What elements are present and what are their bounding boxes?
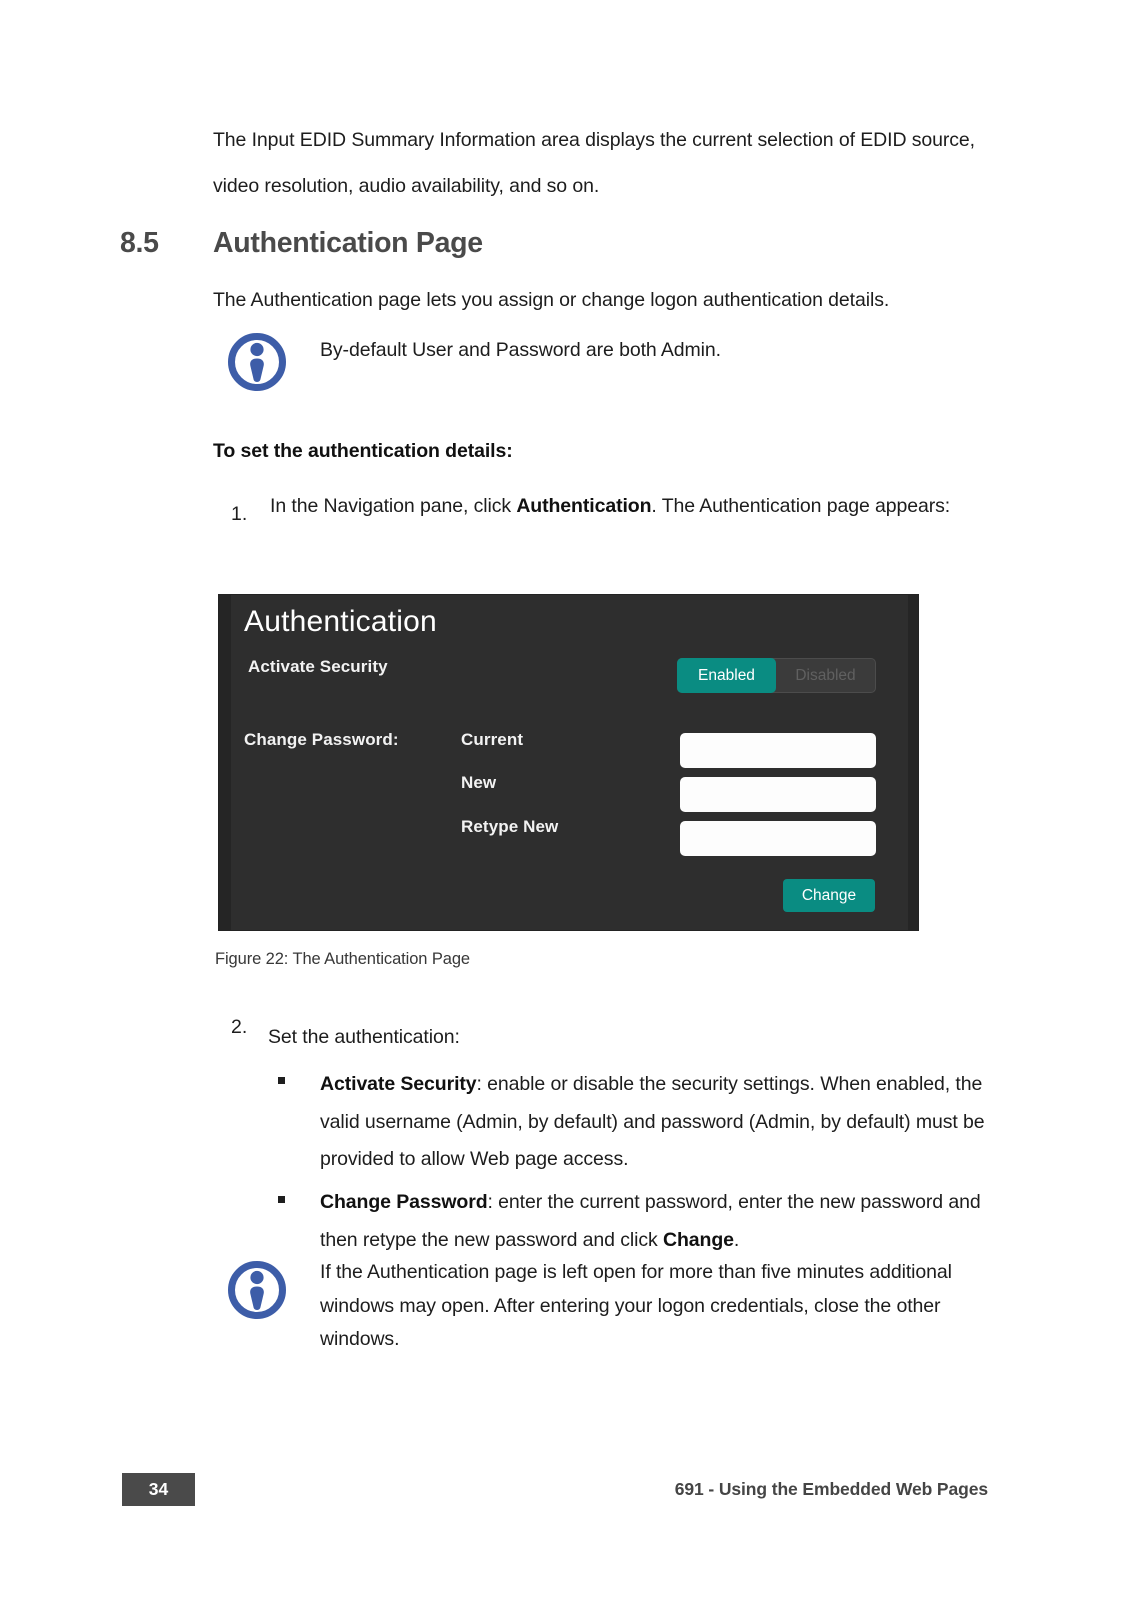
panel-title: Authentication xyxy=(244,605,437,638)
step-text xyxy=(270,485,982,527)
new-password-input[interactable] xyxy=(680,777,876,812)
info-icon xyxy=(227,332,287,392)
disabled-button[interactable]: Disabled xyxy=(795,667,856,684)
page-number-badge: 34 xyxy=(122,1473,195,1506)
security-toggle xyxy=(677,658,876,693)
note-text: If the Authentication page is left open for more than five minutes additional windows may open. After entering your logon credentials, close the other windows. xyxy=(320,1261,952,1350)
step-number: 1. xyxy=(231,503,248,525)
bullet1-text: : enable or disable the security settings. When enabled, the valid username (Admin, by default) and password (Admin, by default) must be provided to allow Web page access. xyxy=(320,1073,985,1170)
bullet-item xyxy=(320,1066,995,1179)
step1-post: . The Authentication page appears: xyxy=(651,495,951,517)
bullet-marker xyxy=(278,1077,285,1084)
bullet1-label: Activate Security xyxy=(320,1073,477,1095)
new-label: New xyxy=(461,773,497,792)
figure-caption: Figure 22: The Authentication Page xyxy=(215,950,470,968)
info-icon xyxy=(227,1260,287,1320)
step1-bold: Authentication xyxy=(516,495,652,517)
page-title: Authentication Page xyxy=(213,227,483,259)
step-text: Set the authentication: xyxy=(268,1026,460,1048)
intro-paragraph: The Input EDID Summary Information area displays the current selection of EDID source, video resolution, audio availability, and so on. xyxy=(213,129,975,197)
bullet2-post: . xyxy=(733,1228,740,1251)
activate-security-label: Activate Security xyxy=(248,657,388,676)
bullet2-bold: Change xyxy=(662,1228,734,1251)
section-number: 8.5 xyxy=(120,227,159,259)
panel-right-edge xyxy=(908,595,918,930)
change-button[interactable]: Change xyxy=(783,879,875,912)
retype-new-label: Retype New xyxy=(461,817,559,836)
authentication-panel xyxy=(218,594,919,931)
bullet2-label: Change Password xyxy=(320,1191,488,1213)
step1-pre: In the Navigation pane, click xyxy=(270,495,517,517)
bullet-item xyxy=(320,1184,995,1259)
bullet-marker xyxy=(278,1196,285,1203)
current-password-input[interactable] xyxy=(680,733,876,768)
step-number: 2. xyxy=(231,1016,248,1038)
note-text: By-default User and Password are both Admin. xyxy=(320,339,721,361)
section-intro: The Authentication page lets you assign or change logon authentication details. xyxy=(213,289,890,311)
change-password-label: Change Password: xyxy=(244,730,399,749)
bullet2-pre: : enter the current password, enter the new password and then retype the new password and click xyxy=(320,1191,981,1251)
retype-password-input[interactable] xyxy=(680,821,876,856)
procedure-lead: To set the authentication details: xyxy=(213,440,513,462)
panel-left-edge xyxy=(219,595,231,930)
current-label: Current xyxy=(461,730,524,749)
enabled-button[interactable]: Enabled xyxy=(677,658,776,693)
footer-text: 691 - Using the Embedded Web Pages xyxy=(674,1479,988,1499)
